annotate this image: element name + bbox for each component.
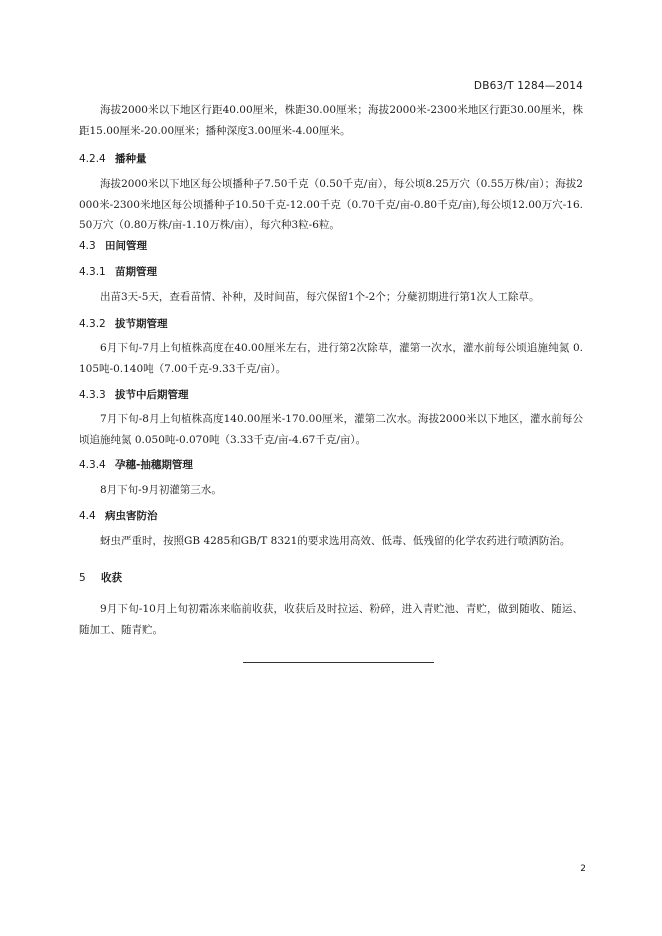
heading-5 [79,570,122,585]
heading-number: 5 [79,572,86,584]
heading-title: 苗期管理 [115,266,157,278]
heading-number: 4.3.1 [79,266,106,278]
heading-title: 孕穗-抽穗期管理 [115,459,193,471]
heading-title: 播种量 [115,153,147,165]
end-divider [243,662,434,663]
paragraph-jointing: 6月下旬-7月上旬植株高度在40.00厘米左右，进行第2次除草，灌第一次水，灌水前每公顷追施纯氮 0.105吨-0.140吨（7.00千克-9.33千克/亩）。 [79,342,583,375]
heading-number: 4.4 [79,510,96,522]
heading-title: 田间管理 [105,240,147,252]
paragraph-seeding-rate: 海拔2000米以下地区每公顷播种子7.50千克（0.50千克/亩），每公顷8.25万穴（0.55万株/亩）；海拔2000米-2300米地区每公顷播种子10.50千克-12.00千克（0.70千克/亩-0.80千克/亩),每公顷12.00万穴-16.50万穴（0.80万株/亩-1.10万株/亩），每穴种3粒-6粒。 [79,178,583,231]
heading-number: 4.3.2 [79,318,106,330]
heading-title: 拔节期管理 [115,318,168,330]
heading-number: 4.3.3 [79,389,106,401]
heading-4-3 [79,238,147,253]
document-code: DB63/T 1284—2014 [473,80,583,92]
heading-4-2-4 [79,151,147,166]
heading-4-3-2 [79,316,168,331]
heading-4-3-4 [79,457,193,472]
page-number: 2 [580,864,586,874]
heading-number: 4.3 [79,240,96,252]
paragraph-row-spacing: 海拔2000米以下地区行距40.00厘米，株距30.00厘米；海拔2000米-2300米地区行距30.00厘米，株距15.00厘米-20.00厘米；播种深度3.00厘米-4.00厘米。 [79,104,583,137]
heading-title: 收获 [101,572,122,584]
heading-title: 拔节中后期管理 [115,389,189,401]
heading-number: 4.2.4 [79,153,106,165]
paragraph-seedling: 出苗3天-5天，查看苗情、补种，及时间苗，每穴保留1个-2个；分蘖初期进行第1次人工除草。 [100,291,540,303]
heading-4-4 [79,508,158,523]
paragraph-booting: 8月下旬-9月初灌第三水。 [100,484,222,496]
heading-4-3-3 [79,387,189,402]
paragraph-mid-late-jointing: 7月下旬-8月上旬植株高度140.00厘米-170.00厘米，灌第二次水。海拔2000米以下地区，灌水前每公顷追施纯氮 0.050吨-0.070吨（3.33千克/亩-4.67千克/亩）。 [79,413,583,446]
heading-4-3-1 [79,264,157,279]
paragraph-harvest: 9月下旬-10月上旬初霜冻来临前收获，收获后及时拉运、粉碎，进入青贮池、青贮，做到随收、随运、随加工、随青贮。 [79,603,583,636]
paragraph-pest-control: 蚜虫严重时，按照GB 4285和GB/T 8321的要求选用高效、低毒、低残留的化学农药进行喷洒防治。 [100,535,571,547]
heading-title: 病虫害防治 [105,510,158,522]
heading-number: 4.3.4 [79,459,106,471]
